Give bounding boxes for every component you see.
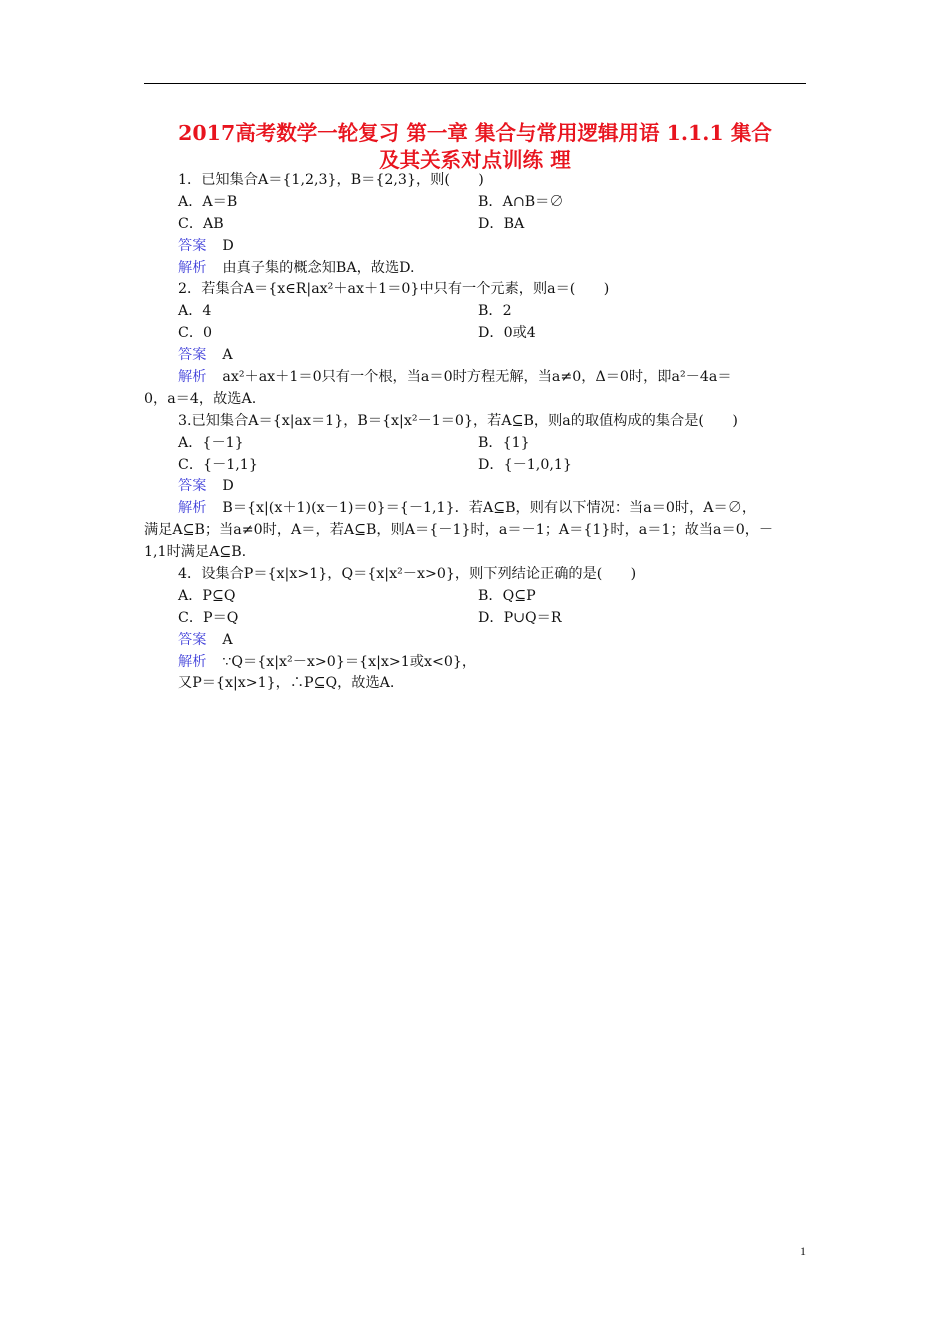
q3-options-ab [144,433,806,455]
analysis-tag: 解析 [178,653,207,670]
q3-option-d: D．{－1,0,1} [478,456,572,473]
answer-tag: 答案 [178,631,207,648]
answer-value: A [222,347,233,364]
analysis-tag: 解析 [178,369,207,386]
analysis-text: ∵Q＝{x|x²－x>0}＝{x|x>1或x<0}， [222,653,477,670]
q1-option-c: C．AB [178,215,224,232]
title-line-1: 2017高考数学一轮复习 第一章 集合与常用逻辑用语 1.1.1 集合 [178,121,772,145]
q1-stem: 1．已知集合A＝{1,2,3}，B＝{2,3}，则( ) [178,172,484,188]
q1-answer [144,236,806,258]
q2-options-cd [144,323,806,345]
q2-option-a: A．4 [178,303,212,320]
q3-options-cd [144,455,806,477]
q4-option-c: C．P＝Q [178,609,239,626]
analysis-tag: 解析 [178,500,207,517]
page-number: 1 [800,1244,806,1258]
q2-analysis [144,367,806,389]
title-line-2: 及其关系对点训练 理 [379,148,571,172]
answer-tag: 答案 [178,237,207,254]
q3-option-c: C．{－1,1} [178,456,258,473]
q2-options-ab [144,301,806,323]
q1-analysis [144,258,806,280]
q3-analysis-cont-2: 1,1时满足A⊆B. [144,544,247,561]
q4-options-cd [144,608,806,630]
analysis-text: 由真子集的概念知BA，故选D. [222,259,415,276]
answer-tag: 答案 [178,347,207,364]
q4-answer [144,630,806,652]
q4-option-b: B．Q⊆P [478,587,536,604]
q4-options-ab [144,586,806,608]
q3-option-b: B．{1} [478,434,530,451]
q3-analysis-cont-1: 满足A⊆B；当a≠0时，A＝，若A⊆B，则A＝{－1}时，a＝－1；A＝{1}时，a＝1；故当a＝0，－ [144,522,774,539]
answer-value: D [222,237,234,254]
q1-option-a: A．A＝B [178,193,238,210]
header-rule [144,83,806,84]
analysis-tag: 解析 [178,259,207,276]
q1-options-ab [144,192,806,214]
q2-option-b: B．2 [478,303,512,320]
q3-analysis [144,498,806,520]
q1-options-cd [144,214,806,236]
q2-analysis-cont: 0，a＝4，故选A. [144,390,257,407]
q4-analysis-cont: 又P＝{x|x>1}，∴P⊆Q，故选A. [178,675,395,692]
q3-stem: 3.已知集合A＝{x|ax＝1}，B＝{x|x²－1＝0}，若A⊆B，则a的取值构成的集合是( ) [178,412,738,429]
q4-option-a: A．P⊆Q [178,587,236,604]
q3-answer [144,476,806,498]
q4-option-d: D．P∪Q＝R [478,609,562,626]
q2-option-c: C．0 [178,325,213,342]
q2-answer [144,345,806,367]
answer-value: D [222,478,234,495]
q4-analysis [144,652,806,674]
q3-option-a: A．{－1} [178,434,244,451]
q2-stem: 2．若集合A＝{x∈R|ax²＋ax＋1＝0}中只有一个元素，则a＝( ) [178,281,610,298]
q1-option-d: D．BA [478,215,525,232]
answer-value: A [222,631,233,648]
document-title [144,120,806,174]
question-list [144,170,806,695]
q4-stem: 4．设集合P＝{x|x>1}，Q＝{x|x²－x>0}，则下列结论正确的是( ) [178,566,637,583]
answer-tag: 答案 [178,478,207,495]
q2-option-d: D．0或4 [478,325,536,342]
q1-option-b: B．A∩B＝∅ [478,193,564,210]
analysis-text: B＝{x|(x＋1)(x－1)＝0}＝{－1,1}．若A⊆B，则有以下情况：当a＝0时，A＝∅， [222,500,757,517]
analysis-text: ax²＋ax＋1＝0只有一个根，当a＝0时方程无解，当a≠0，Δ＝0时，即a²－4a＝ [222,369,732,386]
